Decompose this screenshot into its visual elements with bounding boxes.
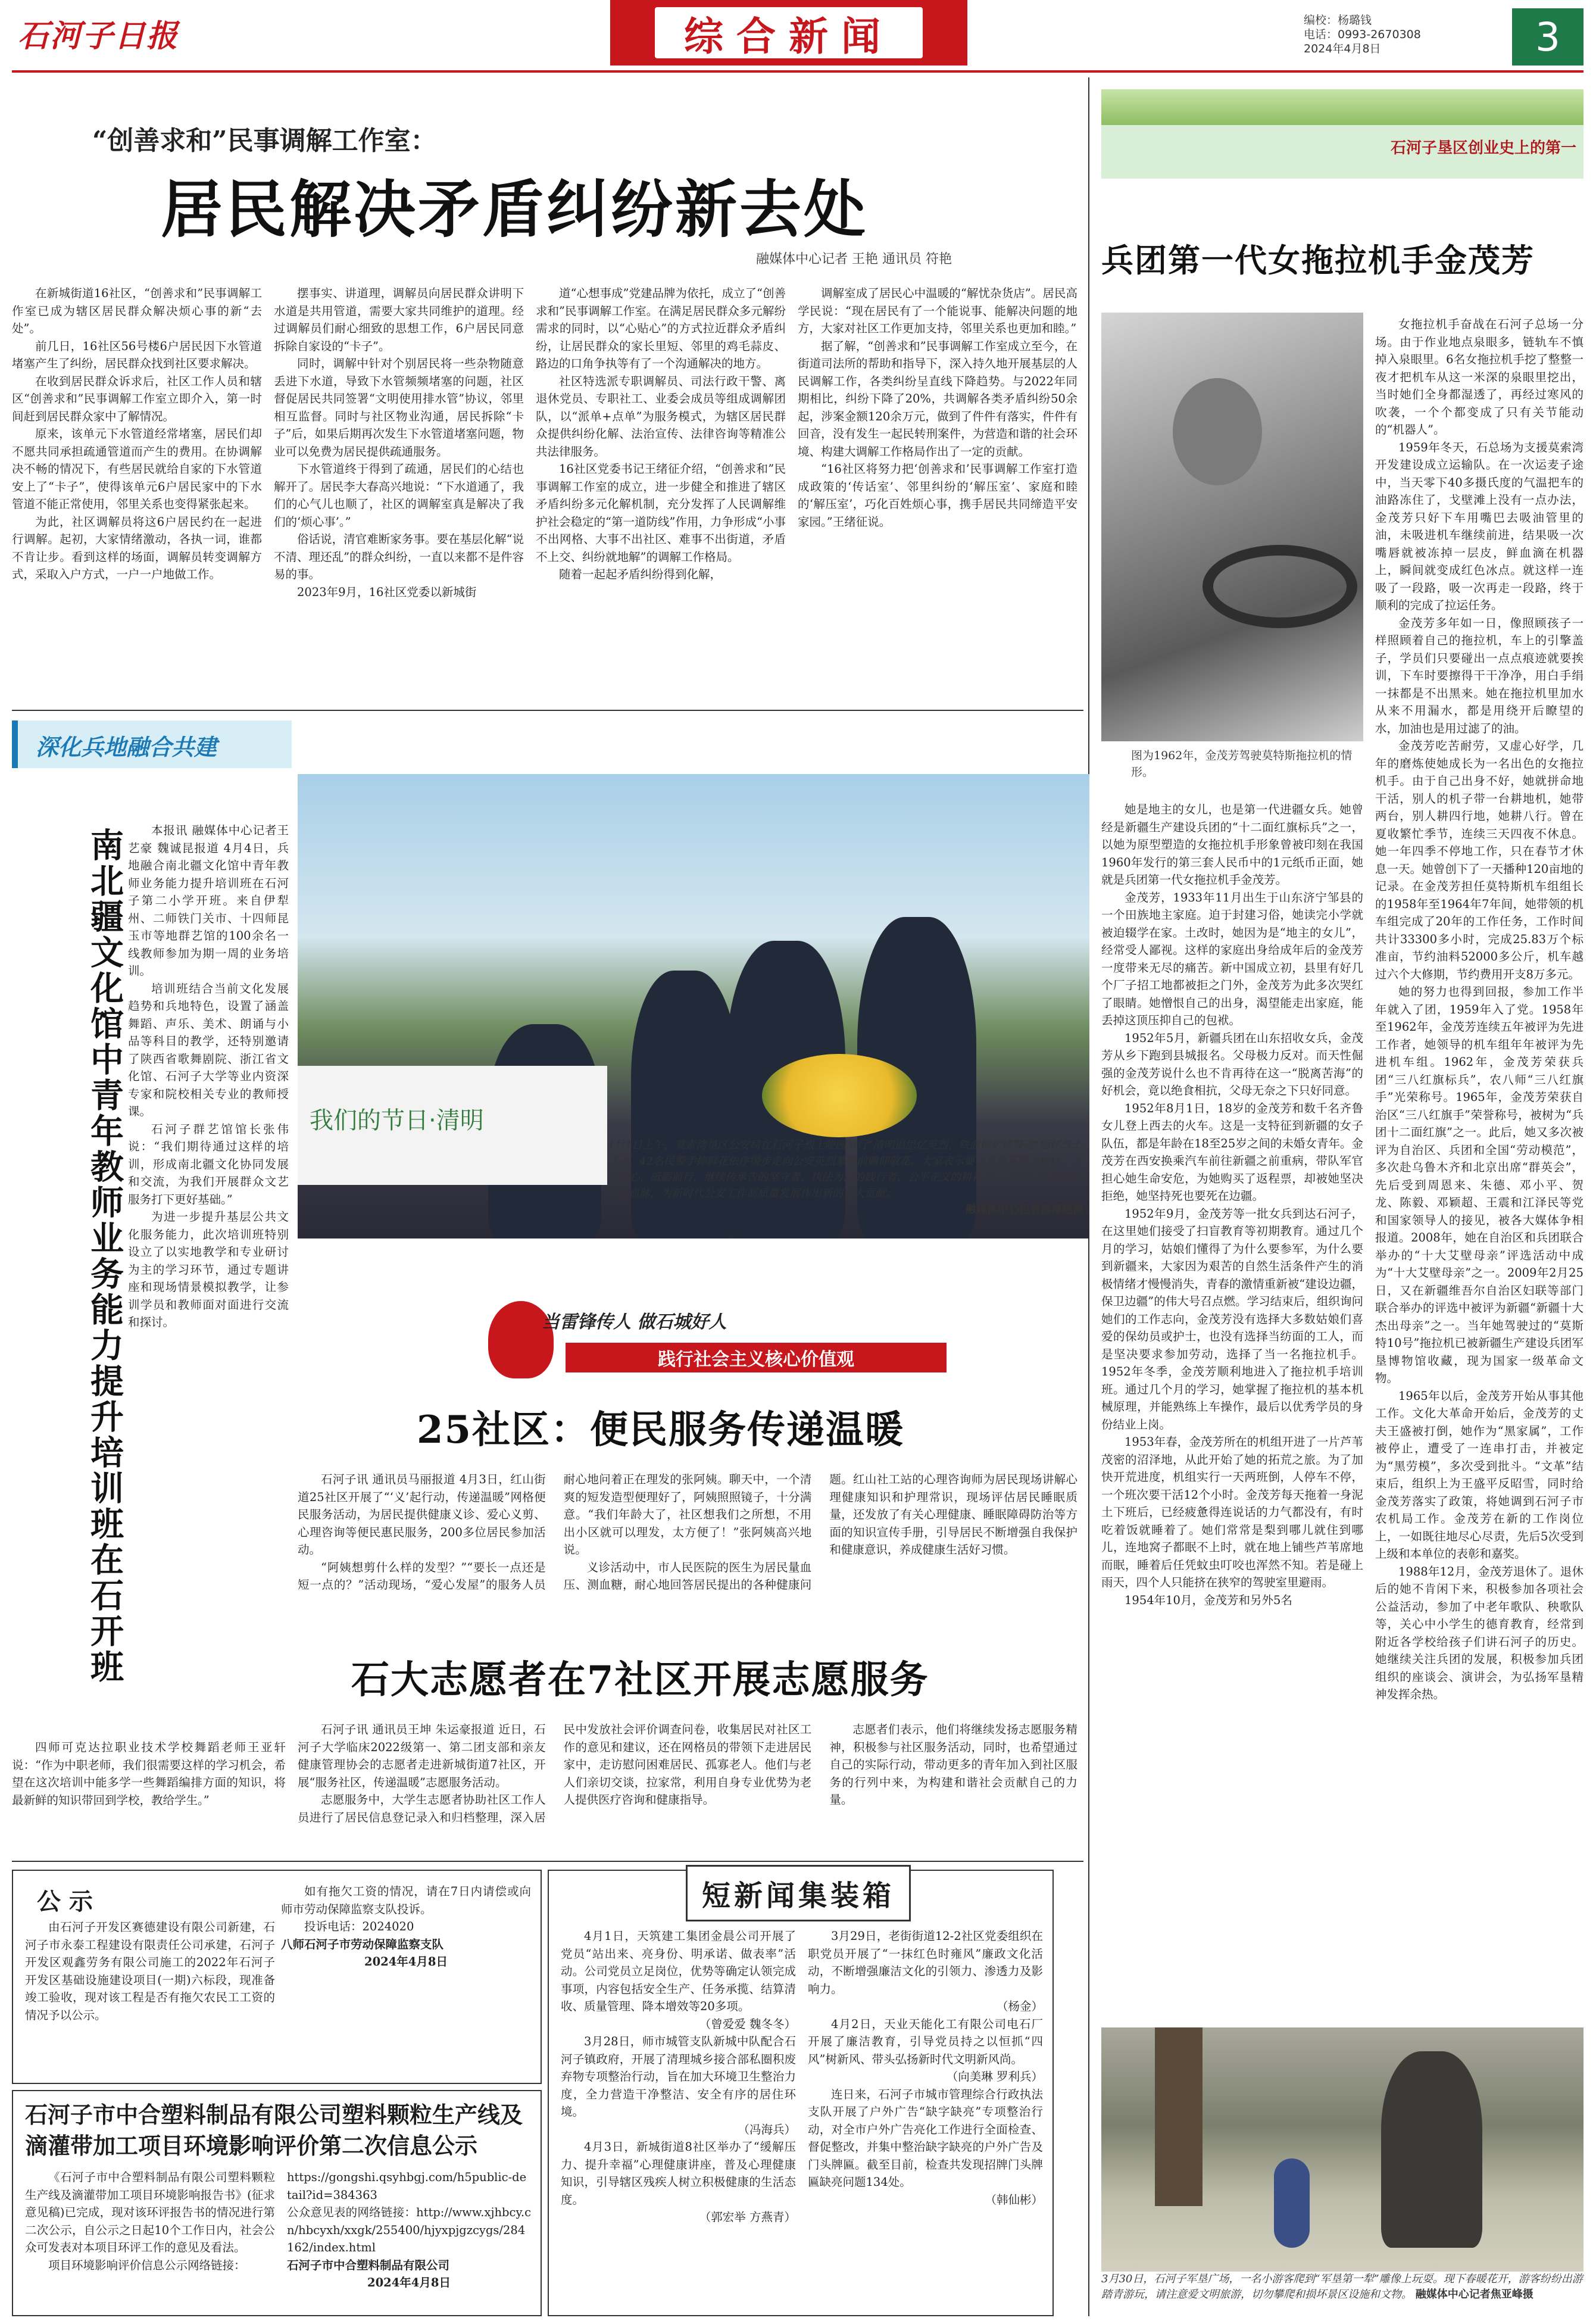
feature-headline: 兵团第一代女拖拉机手金茂芳: [1101, 241, 1535, 279]
photo-figure: [1173, 378, 1262, 485]
lead-column-2: 摆事实、讲道理，调解员向居民群众讲明下水道是共用管道，需要大家共同维护的道理。经过调解员们耐心细致的思想工作，6户居民同意拆除自家设的“卡子”。 同时，调解中针对个别居民将一些杂物随意丢进下水道，导致下水管频频堵塞的问题，社区督促居民共同签署“文明使用排水管”协议，邻里相互监督。同时与社区物业沟通，居民拆除“卡子”后，如果后期再次发生下水管道堵塞问题，物业可以免费为居民提供疏通服务。 下水管道终于得到了疏通，居民们的心结也解开了。居民李大春高兴地说：“下水道通了，我们的心气儿也顺了，社区的调解室真是解决了我们的‘烦心事’。” 俗话说，清官难断家务事。要在基层化解“说不清、理还乱”的群众纠纷，一直以来都不是件容易的事。 2023年9月，16社区党委以新城街: [274, 286, 524, 599]
environment-notice-links: [287, 2169, 531, 2292]
env-org: 石河子市中合塑料制品有限公司: [287, 2258, 450, 2272]
env-link-1[interactable]: https://gongshi.qsyhbgj.com/h5public-detail?id=384363: [287, 2170, 527, 2202]
phone-line: 电话：0993-2670308: [1304, 28, 1421, 41]
brief-item: 3月28日，师市城管支队新城中队配合石河子镇政府，开展了清理城乡接合部私圈积废弃物专项整治行动，旨在加大环境卫生整治力度，全力营造干净整洁、安全有序的居住环境。 （冯海兵）: [561, 2035, 796, 2136]
tractor-driver-photo: [1101, 313, 1363, 741]
banner-field-image: [1101, 89, 1583, 125]
masthead-divider: [12, 70, 1583, 73]
date-line: 2024年4月8日: [1304, 42, 1381, 55]
section-divider: [12, 710, 1083, 711]
section-title: 综合新闻: [655, 7, 923, 58]
culture-body-tail: 四师可克达拉职业技术学校舞蹈老师王亚轩说：“作为中职老师，我们很需要这样的学习机会，希望在这次培训中能多学一些舞蹈编排方面的知识，将最新鲜的知识带回到学校，教给学生。”: [12, 1740, 286, 1807]
ceremony-caption-text: 4月4日上午，莫索湾垦区公安局在石河子烈士陵园举行“清明追思忆英烈、铁血熔炉铸警魂”缅怀烈士活动。42名民警手捧鲜花依序缓步走向公安英烈墓碑前瞻仰敬花。大家表示要以革命英烈为榜样，不忘初心、砥砺前行，继续传承告的坚守者、执法为民的践行者、公平正义的耕耘者，以实际行动擦亮红色血脉，为新时代公安工作高质量发展作出新的更大贡献。: [607, 1139, 1082, 1200]
volunteer-body: 石河子讯 通讯员王坤 朱运豪报道 近日，石河子大学临床2022级第一、第二团支部和亲友健康管理协会的志愿者走进新城街道7社区，开展“服务社区，传递温暖”志愿服务活动。 志愿服务中，大学生志愿者协助社区工作人员进行了居民信息登记录入和归档整理，深入居民中发放社会评价调查问卷，收集居民对社区工作的意见和建议，还在网格员的带领下走进居民家中，走访慰问困难居民、孤寡老人。他们与老人们亲切交谈，拉家常，利用自身专业优势为老人提供医疗咨询和健康指导。 志愿者们表示，他们将继续发扬志愿服务精神，积极参与社区服务活动，同时，也希望通过自己的实际行动，带动更多的青年加入到社区服务的行列中来，为构建和谐社会贡献自己的力量。: [298, 1723, 1077, 1824]
section-flag: [12, 720, 292, 768]
lead-headline: 居民解决矛盾纠纷新去处: [161, 173, 869, 246]
bottom-divider: [12, 1861, 1083, 1862]
photo-child: [1274, 2158, 1310, 2248]
masthead-meta: [1304, 13, 1421, 56]
festival-badge-label: 我们的节日·清明: [310, 1107, 484, 1134]
brief-item: 4月2日，天业天能化工有限公司电石厂开展了廉洁教育，引导党员持之以恒抓“四风”树新风、带头弘扬新时代文明新风尚。 （向美琳 罗利兵）: [808, 2017, 1043, 2083]
newspaper-logo: 石河子日报: [18, 18, 179, 54]
lead-byline: 融媒体中心记者 王艳 通讯员 符艳: [756, 252, 952, 267]
series-banner: [1101, 89, 1583, 179]
notice-title: 公 示: [37, 1888, 93, 1916]
photo-steering-wheel: [1203, 545, 1357, 628]
notice-body: 由石河子开发区赛德建设有限公司新建，石河子市永泰工程建设有限责任公司承建，石河子开发区观鑫劳务有限公司施工的2022年石河子开发区基础设施建设项目(一期)六标段，现准备竣工验收，现对该工程是否有拖欠农民工工资的情况予以公示。: [25, 1920, 275, 2022]
briefs-column-left: [561, 1927, 796, 2226]
section-banner: [610, 0, 967, 65]
env-date: 2024年4月8日: [367, 2276, 451, 2289]
env-link-2[interactable]: http://www.xjhbcy.cn/hbcyxh/xxgk/255400/hjyxpjgzcygs/284162/index.html: [287, 2205, 531, 2254]
editor-line: 编校：杨璐钱: [1304, 14, 1372, 27]
notice-body-2: 如有拖欠工资的情况，请在7日内请偿或向师市劳动保障监察支队投诉。 投诉电话：2024020 八师石河子市劳动保障监察支队 2024年4月8日: [281, 1883, 531, 1971]
banner-label: 石河子垦区创业史上的第一: [1390, 139, 1576, 157]
environment-notice: [12, 2090, 542, 2316]
values-slogan: 当雷锋传人 做石城好人: [542, 1312, 727, 1333]
photo-tree: [1155, 2027, 1203, 2206]
photo-statue: [1381, 2051, 1482, 2248]
briefs-column-right: [808, 1927, 1043, 2208]
culture-body: 本报讯 融媒体中心记者王艺豪 魏诚昆报道 4月4日，兵地融合南北疆文化馆中青年教师业务能力提升培训班在石河子第二小学开班。来自伊犁州、二师铁门关市、十四师昆玉市等地群艺馆的100余名一线教师参加为期一周的业务培训。 培训班结合当前文化发展趋势和兵地特色，设置了涵盖舞蹈、声乐、美术、朗诵与小品等科目的教学，还特别邀请了陕西省歌舞剧院、浙江省文化馆、石河子大学等业内资深专家和院校相关专业的教师授课。 石河子群艺馆馆长张伟说：“我们期待通过这样的培训，形成南北疆文化协同发展和交流，为我们开展群众文艺服务打下更好基础。” 为进一步提升基层公共文化服务能力，此次培训班特别设立了以实地教学和专业研讨为主的学习环节，通过专题讲座和现场情景模拟教学，让参训学员和教师面对面进行交流和探讨。: [128, 823, 289, 1329]
festival-badge: [298, 1066, 607, 1185]
feature-column-b: 她是地主的女儿，也是第一代进疆女兵。她曾经是新疆生产建设兵团的“十二面红旗标兵”之一，以她为原型塑造的女拖拉机手形象曾被印刻在我国1960年发行的第三套人民币中的1元纸币正面，她就是兵团第一代女拖拉机手金茂芳。 金茂芳，1933年11月出生于山东济宁邹县的一个田族地主家庭。迫于封建习俗，她读完小学就被迫辍学在家。土改时，她因为是“地主的女儿”，经常受人鄙视。这样的家庭出身给成年后的金茂芳一度带来无尽的痛苦。新中国成立初，县里有好几个厂子招工地都被拒之门外，金茂芳为此多次哭红了眼睛。她憎恨自己的出身，渴望能走出家庭，能丢掉这顶压抑自己的包袱。 1952年5月，新疆兵团在山东招收女兵，金茂芳从乡下跑到县城报名。父母极力反对。而天性倔强的金茂芳说什么也不肯再待在这一“脱离苦海”的好机会，竟以绝食相抗，父母无奈之下只好同意。 1952年8月1日，18岁的金茂芳和数千名齐鲁女儿登上西去的火车。这是一支特征到新疆的女子队伍，都是年龄在18至25岁之间的未婚女青年。金茂芳在西安换乘汽车前往新疆之前重病，带队军官担心她生命安危，为她购买了返程票，却被她坚决拒绝，她坚持死也要死在边疆。 1952年9月，金茂芳等一批女兵到达石河子，在这里她们接受了扫盲教育等初期教育。通过几个月的学习，姑娘们懂得了为什么要参军，为什么要到新疆来，大家因为艰苦的自然生活条件产生的消极情绪才慢慢消失，青春的激情重新被“建设边疆，保卫边疆”的伟大号召点燃。学习结束后，组织询问她们的工作志向，金茂芳没有选择大多数姑娘们喜爱的保幼员或护士，也没有选择当纺面的工人，而是坚决要求参加劳动，选择了当一名拖拉机手。1952年冬季，金茂芳顺利地进入了拖拉机手培训班。通过几个月的学习，她掌握了拖拉机的基本机械原理，并能熟练上车操作，最后以优秀学员的身份结业上岗。 1953年春，金茂芳所在的机组开进了一片芦苇茂密的沼泽地，从此开始了她的拓荒之旅。为了加快开荒进度，机组实行一天两班倒，人停车不停，一个班次要干活12个小时。金茂芳每天拖着一身泥土下班后，已经疲惫得连说话的力气都没有，有时吃着饭就睡着了。她们常常是梨到哪儿就住到哪儿，连地窝子都眠不上时，就在地上铺些芦苇席地而眠，睡着后任凭蚊虫叮咬也浑然不知。若是碰上雨天，四个人只能挤在狭窄的驾驶室里避雨。 1954年10月，金茂芳和另外5名: [1101, 803, 1363, 1607]
park-photo: [1101, 2027, 1583, 2272]
volunteer-headline: 石大志愿者在7社区开展志愿服务: [351, 1658, 929, 1702]
community-headline: 25社区：便民服务传递温暖: [417, 1408, 905, 1452]
photo-flowers: [762, 1054, 917, 1137]
park-caption: [1101, 2272, 1583, 2303]
ceremony-credit: 融媒体中心记者邵博越摄: [966, 1203, 1083, 1216]
env-link-2-label: 公众意见表的网络链接：: [287, 2205, 417, 2219]
lead-column-4: 调解室成了居民心中温暖的“解忧杂货店”。居民高学民说：“现在居民有了一个能说事、能解决问题的地方，大家对社区工作更加支持，邻里关系也更加和睦。” 据了解，“创善求和”民事调解工作室成立至今，在街道司法所的帮助和指导下，深入持久地开展基层的人民调解工作，各类纠纷呈直线下降趋势。与2022年同期相比，纠纷下降了20%，共调解各类矛盾纠纷50余起，涉案金额120余万元，做到了件件有落实，件件有回音，没有发生一起民转刑案件，为营造和谐的社会环境、构建大调解工作格局作出了一定的贡献。 “16社区将努力把‘创善求和’民事调解工作室打造成政策的‘传话室’、邻里纠纷的‘解压室’、家庭和睦的‘解压室’，巧化百姓烦心事，携手居民共同缔造平安家园。”王绪征说。: [798, 286, 1077, 529]
labor-notice: [12, 1870, 542, 2084]
photo-caption: 图为1962年，金茂芳驾驶莫特斯拖拉机的情形。: [1131, 749, 1353, 779]
values-subtitle: 践行社会主义核心价值观: [566, 1343, 947, 1372]
briefs-box: [548, 1870, 1054, 2316]
brief-item: 连日来，石河子市城市管理综合行政执法支队开展了户外广告“缺字缺亮”专项整治行动，对全市户外广告亮化工作进行全面检查、督促整改，并集中整治缺字缺亮的户外广告及门头牌匾。截至目前，检查共发现招牌门头牌匾缺亮问题134处。 （韩仙彬）: [808, 2087, 1043, 2207]
lead-kicker: “创善求和”民事调解工作室：: [92, 126, 437, 156]
notice-date: 2024年4月8日: [364, 1955, 448, 1969]
values-banner: [470, 1295, 1042, 1390]
community-body: 石河子讯 通讯员马丽报道 4月3日，红山街道25社区开展了“‘义’起行动，传递温暖”网格便民服务活动，为居民提供健康义诊、爱心义剪、心理咨询等便民惠民服务，200多位居民参加活动。 “阿姨想剪什么样的发型？”“要长一点还是短一点的？”活动现场，“爱心发屋”的服务人员耐心地问着正在理发的张阿姨。聊天中，一个清爽的短发造型便理好了，阿姨照照镜子，十分满意。“我们年龄大了，社区想我们之所想，不用出小区就可以理发，太方便了！”张阿姨高兴地说。 义诊活动中，市人民医院的医生为居民量血压、测血糖，耐心地回答居民提出的各种健康问题。红山社工站的心理咨询师为居民现场讲解心理健康知识和护理常识，现场评估居民睡眠质量，还发放了有关心理健康、睡眠障碍防治等方面的知识宣传手册，引导居民不断增强自我保护和健康意识，养成健康生活好习惯。: [298, 1473, 1077, 1592]
culture-headline: 南北疆文化馆中青年教师业务能力提升培训班在石开班: [85, 828, 124, 1685]
brief-item: 4月1日，天筑建工集团金晨公司开展了党员“站出来、亮身份、明承诺、做表率”活动。公司党员立足岗位，优势等确定认领完成事项，内容包括安全生产、任务承揽、结算清收、质量管理、降本增效等20多项。 （曾爱爱 魏冬冬）: [561, 1929, 796, 2031]
park-credit: 融媒体中心记者焦亚峰摄: [1415, 2288, 1533, 2301]
lead-column-1: 在新城街道16社区，“创善求和”民事调解工作室已成为辖区居民群众解决烦心事的新“去处”。 前几日，16社区56号楼6户居民因下水管道堵塞产生了纠纷，居民群众找到社区要求解决。 在收到居民群众诉求后，社区工作人员和辖区“创善求和”民事调解工作室立即介入，第一时间赶到居民群众家中了解情况。 原来，该单元下水管道经常堵塞，居民们却不愿共同承担疏通管道而产生的费用。在协调解决不畅的情况下，有些居民就给自家的下水管道安上了“卡子”，使得该单元6户居民家中的下水管道不能正常使用，邻里关系也变得紧张起来。 为此，社区调解员将这6户居民约在一起进行调解。起初，大家情绪激动，各执一词，谁都不肯让步。看到这样的场面，调解员转变调解方式，采取入户方式，一户一户地做工作。: [12, 286, 262, 581]
section-flag-label: 深化兵地融合共建: [36, 734, 217, 760]
environment-notice-title: 石河子市中合塑料制品有限公司塑料颗粒生产线及滴灌带加工项目环境影响评价第二次信息公示: [25, 2101, 523, 2159]
notice-org: 八师石河子市劳动保障监察支队: [281, 1937, 444, 1951]
notice-phone: 投诉电话：2024020: [304, 1920, 414, 1933]
brief-item: 4月3日，新城街道8社区举办了“缓解压力、提升幸福”心理健康讲座，普及心理健康知识，引导辖区残疾人树立积极健康的生活态度。 （郭宏举 方燕青）: [561, 2140, 796, 2224]
briefs-title: 短新闻集装箱: [686, 1865, 911, 1921]
page-number: 3: [1512, 8, 1583, 65]
brief-item: 3月29日，老街街道12-2社区党委组织在职党员开展了“一抹红色时雍风”廉政文化活动，不断增强廉洁文化的引领力、渗透力及影响力。 （杨金）: [808, 1929, 1043, 2013]
park-caption-text: 3月30日，石河子军垦广场，一名小游客爬到“军垦第一犁”雕像上玩耍。现下春暖花开，游客纷纷出游踏青游玩，请注意爱文明旅游，切勿攀爬和损坏景区设施和文物。: [1101, 2273, 1583, 2301]
feature-column-a: 女拖拉机手奋战在石河子总场一分场。由于作业地点泉眼多，链轨车不慎掉入泉眼里。6名女拖拉机手挖了整整一夜才把机车从这一米深的泉眼里挖出，当时她们全身都湿透了，再经过寒风的吹袭，一个个都变成了只有关节能动的“机器人”。 1959年冬天，石总场为支援莫索湾开发建设成立运输队。在一次运麦子途中，当天零下40多摄氏度的气温把车的油路冻住了，戈壁滩上没有一点办法，金茂芳只好下车用嘴巴去吸油管里的油，未吸进机车继续前进，结果吸一次嘴唇就被冻掉一层皮，鲜血滴在机器上，瞬间就变成红色冰点。就这样一连吸了一段路，吸一次再走一段路，终于顺利的完成了拉运任务。 金茂芳多年如一日，像照顾孩子一样照顾着自己的拖拉机，车上的引擎盖子，学员们只要碰出一点点痕迹就要挨训，下车时要擦得干干净净，用白手绢一抹都是不出黑来。她在拖拉机里加水从来不用漏水，都是用绕开后瞭望的水，加油也是用过滤了的油。 金茂芳吃苦耐劳，又虚心好学，几年的磨炼使她成长为一名出色的女拖拉机手。由于自己出身不好，她就拼命地干活，别人的机子带一台耕地机，她带两台，别人耕四行地，她耕八行。曾在夏收繁忙季节，连续三天四夜不休息。她一年四季不停地工作，只在春节才休息一天。她曾创下了一天播种120亩地的记录。在金茂芳担任莫特斯机车组组长的1958年至1964年7年间，她带领的机车组完成了20年的工作任务，工作时间共计33300多小时，完成25.83万个标准亩，节约油料52000多公斤，机车越过六个大修期，节约费用开支8万多元。 她的努力也得到回报，参加工作半年就入了团，1959年入了党。1958年至1962年，金茂芳连续五年被评为先进工作者，她领导的机车组年年被评为先进机车组。1962年，金茂芳荣获兵团“三八红旗标兵”，农八师“三八红旗手”光荣称号。1965年，金茂芳荣获自治区“三八红旗手”荣誉称号，被树为“兵团十二面红旗”之一。此后，她又多次被评为自治区、兵团和全国“劳动模范”，多次赴乌鲁木齐和北京出席“群英会”，先后受到周恩来、朱德、邓小平、贺龙、陈毅、邓颖超、王震和江泽民等党和国家领导人的接见，被各大媒体争相报道。2008年，她在自治区和兵团联合举办的“十大艾壁母亲”评选活动中成为“十大艾壁母亲”之一。2009年2月25日，又在新疆维吾尔自治区妇联等部门联合举办的评选中被评为新疆“新疆十大杰出母亲”之一。当年她驾驶过的“莫斯特10号”拖拉机已被新疆生产建设兵团军垦博物馆收藏，现为国家一级革命文物。 1965年以后，金茂芳开始从事其他工作。文化大革命开始后，金茂芳的丈夫王盛被打倒，她作为“黑家属”，工作被停止，遭受了一连串打击，并被定为“黑劳模”，多次受到批斗。“文革”结束后，组织上为王盛平反昭雪，同时给金茂芳落实了政策，将她调到石河子市农机局工作。金茂芳在新的工作岗位上，一如既往地尽心尽责，先后5次受到上级和本单位的表彰和嘉奖。 1988年12月，金茂芳退休了。退休后的她不肯闲下来，积极参加各项社会公益活动，参加了中老年歌队、秧歌队等，关心中小学生的德育教育，经常到附近各学校给孩子们讲石河子的历史。她继续关注兵团的发展，积极参加兵团组织的座谈会、演讲会，为弘扬军垦精神发挥余热。: [1375, 317, 1583, 1701]
environment-notice-body: 《石河子市中合塑料制品有限公司塑料颗粒生产线及滴灌带加工项目环境影响报告书》(征求意见稿)已完成，现对该环评报告书的情况进行第二次公示，自公示之日起10个工作日内，社会公众可发表对本项目环评工作的意见及看法。 项目环境影响评价信息公示网络链接：: [25, 2170, 275, 2272]
lead-column-3: 道“心想事成”党建品牌为依托，成立了“创善求和”民事调解工作室。在满足居民群众多元解纷需求的同时，以“心贴心”的方式拉近群众矛盾纠纷，让居民群众的家长里短、邻里的鸡毛蒜皮、路边的口角争执等有了一个沟通解决的地方。 社区特选派专职调解员、司法行政干警、离退休党员、专职社工、业委会成员等组成调解团队，以“派单+点单”为服务模式，为辖区居民群众提供纠纷化解、法治宣传、法律咨询等精准公共法律服务。 16社区党委书记王绪征介绍，“创善求和”民事调解工作室的成立，进一步健全和推进了辖区矛盾纠纷多元化解机制，充分发挥了人民调解维护社会稳定的“第一道防线”作用，力争形成“小事不出网格、大事不出社区、难事不出街道，矛盾不上交、纠纷就地解”的调解工作格局。 随着一起起矛盾纠纷得到化解，: [536, 286, 786, 581]
ceremony-caption: [607, 1137, 1083, 1218]
